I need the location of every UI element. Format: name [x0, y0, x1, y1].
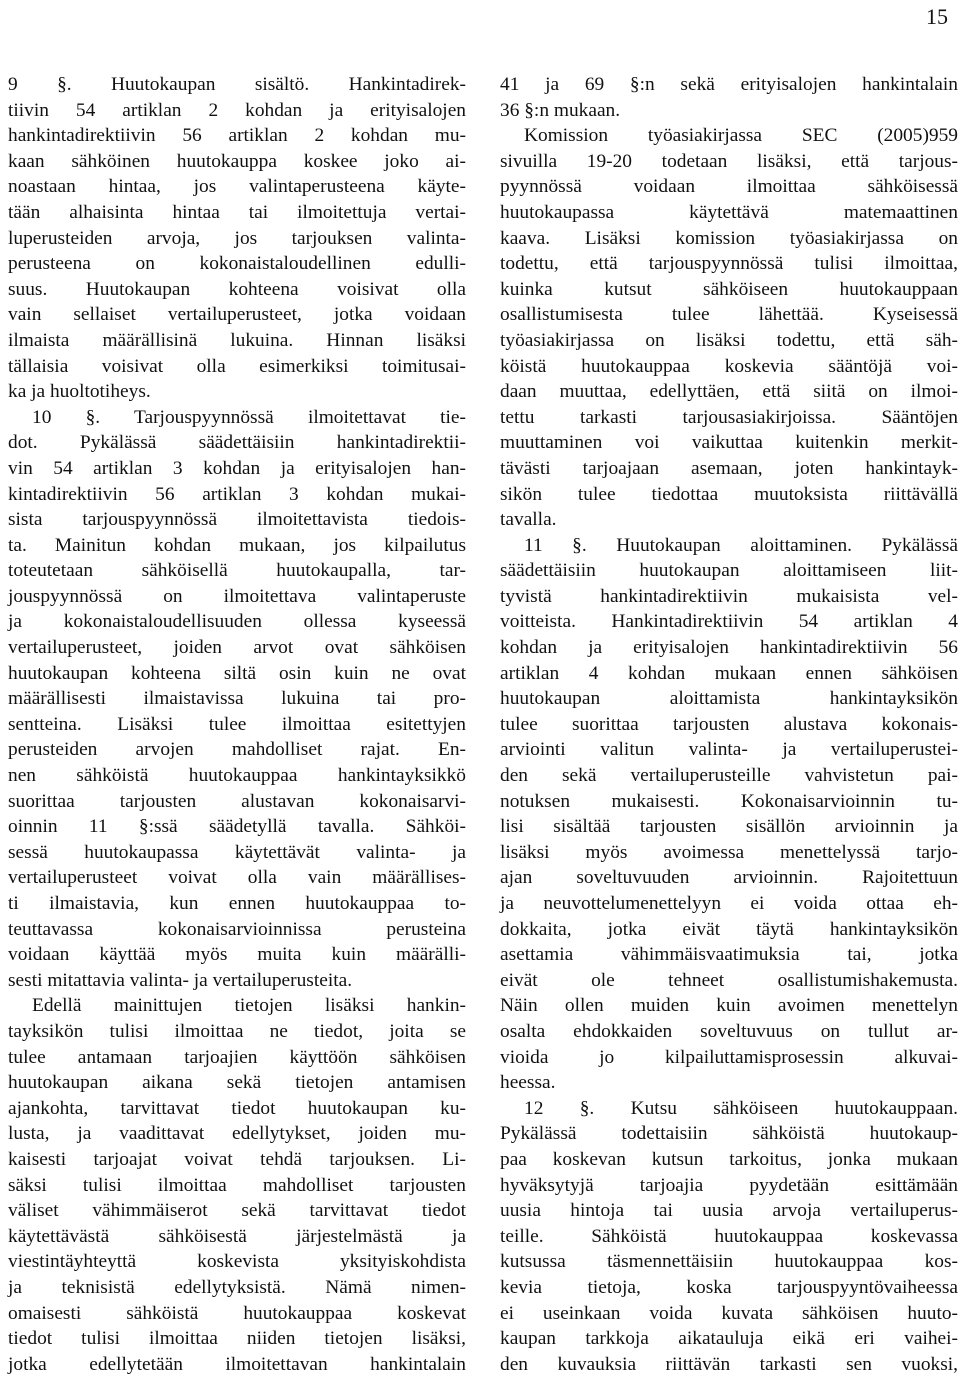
- right-line: 11 §. Huutokaupan aloittaminen. Pykälässä: [524, 534, 959, 556]
- right-line: lisäksi myös avoimessa menettelyssä tarjo-: [500, 841, 958, 863]
- right-line: osalta ehdokkaiden soveltuvuus on tullut ar-: [500, 1020, 958, 1042]
- right-line: ja neuvottelumenettelyyn ei voida ottaa eh-: [500, 893, 958, 914]
- left-line: määrällisesti ilmaistavissa lukuina tai pro-: [8, 688, 466, 710]
- left-line: tayksikön tulisi ilmoittaa ne tiedot, joita se: [8, 1020, 466, 1042]
- left-line: hankintadirektiivin 56 artiklan 2 kohdan mu-: [8, 125, 466, 147]
- right-line: tavalla.: [500, 509, 557, 531]
- right-line: daan muuttaa, edellyttäen, että siitä on ilmoi-: [500, 381, 958, 403]
- left-line: 9 §. Huutokaupan sisältö. Hankintadirek-: [8, 74, 466, 95]
- right-line: muuttaminen voi vaikuttaa kuitenkin merkit-: [500, 432, 958, 454]
- right-line: 12 §. Kutsu sähköiseen huutokauppaan.: [524, 1097, 958, 1119]
- right-line: kaava. Lisäksi komission työasiakirjassa on: [500, 227, 958, 249]
- left-line: tällaisia voisivat olla esimerkiksi toimitusai-: [8, 355, 466, 377]
- left-line: toteutetaan sähköisellä huutokaupalla, tar-: [8, 560, 466, 582]
- left-text-column: [8, 72, 466, 1377]
- right-line: kohdan ja erityisalojen hankintadirektiivin 56: [500, 637, 958, 659]
- right-line: notuksen mukaisesti. Kokonaisarvioinnin tu-: [500, 790, 958, 812]
- right-line: osallistumisesta tulee lähettää. Kyseisessä: [500, 304, 958, 326]
- left-line: vain sellaiset vertailuperusteet, jotka voidaan: [8, 304, 466, 326]
- right-line: heessa.: [500, 1072, 556, 1094]
- right-line: hyväksytyjä tarjoajia pyydetään esittämään: [500, 1174, 958, 1196]
- left-line: Edellä mainittujen tietojen lisäksi hankin-: [32, 995, 466, 1017]
- right-line: köistä huutokauppaa koskevia sääntöjä voi-: [500, 355, 958, 377]
- right-line: huutokaupassa käytettävä matemaattinen: [500, 201, 958, 223]
- left-line: tään alhaisinta hintaa tai ilmoitettuja vertai-: [8, 201, 466, 223]
- right-line: teille. Sähköistä huutokauppaa koskevassa: [500, 1225, 958, 1247]
- left-line: ti ilmaistavia, kun ennen huutokauppaa to-: [8, 893, 466, 914]
- right-line: tulee suorittaa tarjousten alustava kokonais-: [500, 713, 958, 735]
- right-line: ei useinkaan voida kuvata sähköisen huuto-: [500, 1302, 958, 1324]
- left-line: ka ja huoltotiheys.: [8, 381, 151, 403]
- right-line: Pykälässä todettaisiin sähköistä huutokaup-: [500, 1123, 958, 1145]
- left-line: jouspyynnössä on ilmoitettava valintaperuste: [8, 585, 466, 607]
- right-line: arviointi valitun valinta- ja vertailuperustei-: [500, 739, 958, 761]
- right-line: työasiakirjassa on lisäksi todettu, että säh-: [500, 329, 958, 351]
- right-line: uusia hintoja tai uusia arvoja vertailuperus-: [500, 1200, 958, 1222]
- right-line: tettu tarkasti tarjousasiakirjoissa. Sääntöjen: [500, 406, 958, 428]
- right-line: säädettäisiin huutokaupan aloittamiseen liit-: [500, 560, 958, 582]
- left-line: 10 §. Tarjouspyynnössä ilmoitettavat tie-: [32, 406, 466, 428]
- right-line: asettamia vähimmäisvaatimuksia tai, jotka: [500, 944, 958, 966]
- left-line: voidaan käyttää myös muita kuin määrälli-: [8, 944, 466, 966]
- right-line: dokkaita, jotka eivät täytä hankintayksikön: [500, 918, 958, 940]
- left-line: vertailuperusteet, joiden arvot ovat sähköisen: [8, 637, 466, 659]
- left-line: suus. Huutokaupan kohteena voisivat olla: [8, 278, 466, 300]
- left-line: käytettävästä sähköisestä järjestelmästä ja: [8, 1225, 466, 1247]
- right-line: huutokaupan aloittamista hankintayksikön: [500, 688, 958, 710]
- left-line: omaisesti sähköistä huutokauppaa koskevat: [8, 1302, 466, 1324]
- right-line: pyynnössä voidaan ilmoittaa sähköisessä: [500, 176, 958, 198]
- right-line: den kuvauksia riittävän tarkasti sen vuoksi,: [500, 1353, 958, 1375]
- left-line: perusteena on kokonaistaloudellinen edulli-: [8, 253, 466, 275]
- left-line: kaan sähköinen huutokauppa koskee joko ai-: [8, 150, 466, 172]
- left-line: väliset vähimmäiserot sekä tarvittavat tiedot: [8, 1200, 466, 1222]
- left-line: noastaan hintaa, jos valintaperusteena käyte-: [8, 176, 466, 198]
- left-line: nen sähköistä huutokauppaa hankintayksikkö: [8, 765, 466, 787]
- left-line: ajankohta, tarvittavat tiedot huutokaupan ku-: [8, 1097, 466, 1119]
- left-line: viestintäyhteyttä koskevista yksityiskohdista: [8, 1251, 466, 1273]
- right-line: lisi sisältää tarjousten sisällön arvioinnin ja: [500, 816, 958, 838]
- right-line: sikön tulee tiedottaa muutoksista riittävällä: [500, 483, 958, 505]
- right-line: artiklan 4 kohdan mukaan ennen sähköisen: [500, 662, 958, 684]
- right-text-column: [500, 72, 958, 1377]
- right-line: paa koskevan kutsun tarkoitus, jonka mukaan: [500, 1148, 958, 1170]
- left-line: vertailuperusteet voivat olla vain määrällises-: [8, 867, 466, 889]
- right-line: kevia tietoja, koska tarjouspyyntövaiheessa: [500, 1276, 958, 1298]
- right-line: Komission työasiakirjassa SEC (2005)959: [524, 125, 958, 147]
- right-line: todettu, että tarjouspyynnössä tulisi ilmoittaa,: [500, 253, 958, 275]
- left-line: oinnin 11 §:ssä säädetyllä tavalla. Sähköi-: [8, 816, 466, 838]
- left-line: perusteiden arvojen mahdolliset rajat. En-: [8, 739, 466, 761]
- left-line: sentteina. Lisäksi tulee ilmoittaa esitettyjen: [8, 713, 466, 735]
- right-line: tyvistä hankintadirektiivin mukaisista vel-: [500, 585, 958, 607]
- right-line: tävästi tarjoajaan asemaan, joten hankintayk-: [500, 457, 958, 479]
- left-line: dot. Pykälässä säädettäisiin hankintadirektii-: [8, 432, 466, 454]
- right-line: kaupan tarkkoja aikatauluja eikä eri vaihei-: [500, 1328, 958, 1350]
- left-line: ja teknisistä edellytyksistä. Nämä nimen-: [8, 1276, 466, 1298]
- left-line: ja kokonaistaloudellisuuden ollessa kyseessä: [8, 611, 466, 633]
- left-line: sesti mitattavia valinta- ja vertailuperusteita.: [8, 969, 353, 991]
- left-line: ilmaista määrällisinä lukuina. Hinnan lisäksi: [8, 329, 466, 351]
- left-line: suorittaa tarjousten alustavan kokonaisarvi-: [8, 790, 466, 812]
- right-line: kuinka kutsut sähköiseen huutokauppaan: [500, 278, 958, 300]
- left-line: sista tarjouspyynnössä ilmoitettavista tiedois-: [8, 509, 466, 531]
- left-line: tiedot tulisi ilmoittaa niiden tietojen lisäksi,: [8, 1328, 466, 1350]
- left-line: teuttavassa kokonaisarvioinnissa perusteina: [8, 918, 466, 940]
- right-line: 36 §:n mukaan.: [500, 99, 621, 121]
- right-line: 41 ja 69 §:n sekä erityisalojen hankintalain: [500, 74, 958, 95]
- left-line: sessä huutokaupassa käytettävät valinta- ja: [8, 841, 466, 863]
- left-line: huutokaupan aikana sekä tietojen antamisen: [8, 1072, 466, 1094]
- left-line: kaisesti tarjoajat voivat tehdä tarjouksen. Li-: [8, 1148, 466, 1170]
- right-line: sivuilla 19-20 todetaan lisäksi, että tarjous-: [500, 150, 958, 172]
- right-line: den sekä vertailuperusteille vahvistetun pai-: [500, 765, 958, 787]
- left-line: lusta, ja vaadittavat edellytykset, joiden mu-: [8, 1123, 466, 1145]
- left-line: jotka edellytetään ilmoitettavan hankintalain: [8, 1353, 466, 1375]
- left-line: kintadirektiivin 56 artiklan 3 kohdan mukai-: [8, 483, 466, 505]
- right-line: kutsussa täsmennettäisiin huutokauppaa kos-: [500, 1251, 958, 1273]
- left-line: huutokaupan kohteena siltä osin kuin ne ovat: [8, 662, 466, 684]
- left-line: tiivin 54 artiklan 2 kohdan ja erityisalojen: [8, 99, 466, 121]
- left-line: vin 54 artiklan 3 kohdan ja erityisalojen han-: [8, 457, 466, 479]
- right-line: ajan soveltuvuuden arvioinnin. Rajoitettuun: [500, 867, 958, 889]
- left-line: luperusteiden arvoja, jos tarjouksen valinta-: [8, 227, 466, 249]
- right-line: vioida jo kilpailuttamisprosessin alkuvai-: [500, 1046, 958, 1068]
- right-line: Näin ollen muiden kuin avoimen menettelyn: [500, 995, 958, 1017]
- right-line: voitteista. Hankintadirektiivin 54 artiklan 4: [500, 611, 958, 633]
- page-number: 15: [926, 4, 948, 29]
- left-line: tulee antamaan tarjoajien käyttöön sähköisen: [8, 1046, 466, 1068]
- left-line: säksi tulisi ilmoittaa mahdolliset tarjousten: [8, 1174, 466, 1196]
- left-line: ta. Mainitun kohdan mukaan, jos kilpailutus: [8, 534, 466, 556]
- right-line: eivät ole tehneet osallistumishakemusta.: [500, 969, 958, 991]
